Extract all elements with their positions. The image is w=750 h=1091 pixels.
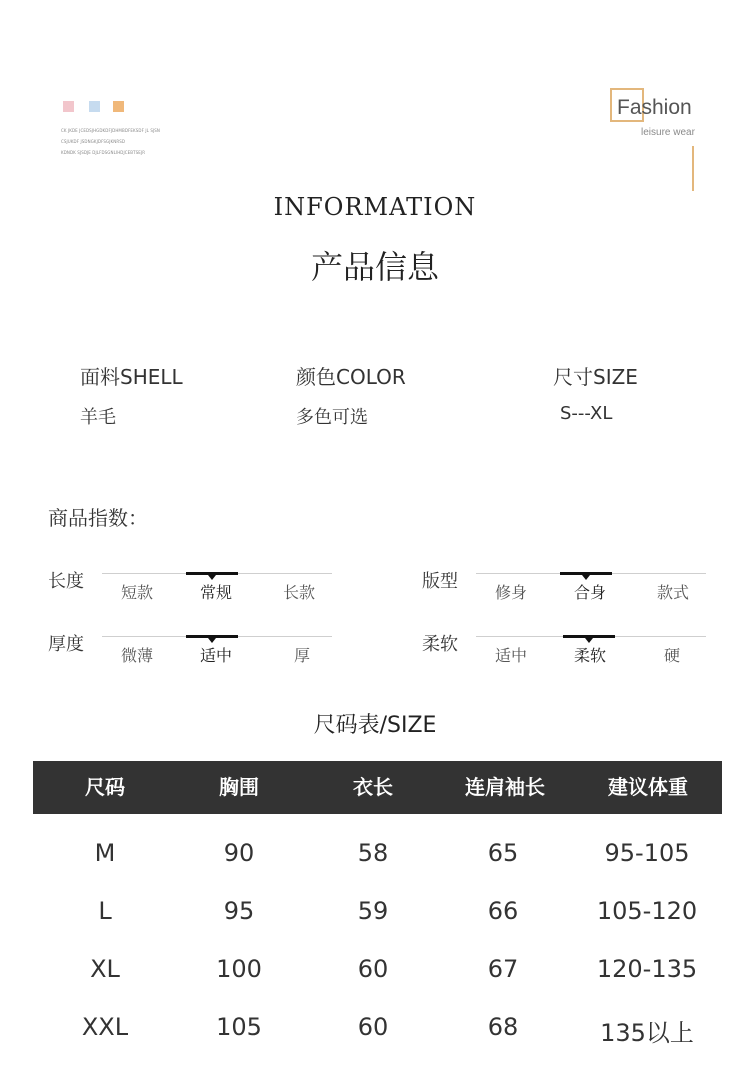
table-cell: M bbox=[94, 839, 116, 867]
table-cell: 95 bbox=[223, 897, 255, 925]
table-header-cell: 尺码 bbox=[85, 775, 125, 799]
scale-option-selected: 柔软 bbox=[573, 646, 607, 665]
table-header-cell: 建议体重 bbox=[608, 775, 688, 799]
scale-option: 款式 bbox=[656, 583, 690, 602]
info-title-cn: 产品信息 bbox=[310, 248, 439, 286]
table-cell: 58 bbox=[357, 839, 389, 867]
decor-text-line-1: CK JKDE JCEDSJHGDKDFJDHMBDFEKSDF JL SJSN bbox=[61, 128, 160, 133]
table-header-cell: 衣长 bbox=[353, 775, 393, 799]
decor-text-line-2: CSJUKDF JSDNGKJDFSGJKNRSD bbox=[61, 139, 126, 144]
table-cell: 66 bbox=[487, 897, 519, 925]
table-cell: 65 bbox=[487, 839, 519, 867]
scale-option: 修身 bbox=[494, 583, 528, 602]
size-table-title: 尺码表/SIZE bbox=[313, 713, 437, 738]
table-cell: 67 bbox=[487, 955, 519, 983]
orange-square bbox=[113, 101, 124, 112]
attr-label-size: 尺寸SIZE bbox=[553, 365, 638, 389]
table-cell: 105 bbox=[216, 1013, 262, 1041]
scale-option: 厚 bbox=[293, 646, 311, 665]
attr-value-color: 多色可选 bbox=[296, 407, 368, 428]
table-cell: XL bbox=[90, 955, 120, 983]
scale-option: 短款 bbox=[120, 583, 154, 602]
table-cell: 100 bbox=[216, 955, 262, 983]
pink-square bbox=[63, 101, 74, 112]
attr-label-color: 颜色COLOR bbox=[296, 365, 406, 389]
scale-option: 长款 bbox=[282, 583, 316, 602]
info-title: INFORMATION bbox=[273, 193, 477, 221]
scale-label-softness: 柔软 bbox=[422, 634, 458, 655]
table-header-cell: 胸围 bbox=[219, 775, 259, 799]
size-table-header bbox=[33, 761, 722, 814]
table-cell: 90 bbox=[223, 839, 255, 867]
table-cell: 60 bbox=[357, 1013, 389, 1041]
scale-option-selected: 适中 bbox=[199, 646, 233, 665]
scale-option-selected: 合身 bbox=[573, 583, 607, 602]
table-cell: 59 bbox=[357, 897, 389, 925]
decor-text-line-3: KDNDK SJSDJE DJLFDSGNLIHDJCEBTSEJR bbox=[61, 150, 146, 155]
index-title: 商品指数： bbox=[48, 506, 148, 530]
scale-option: 硬 bbox=[663, 646, 681, 665]
attr-label-shell: 面料SHELL bbox=[80, 365, 183, 389]
table-cell: L bbox=[98, 897, 112, 925]
table-cell: 120-135 bbox=[596, 955, 698, 983]
table-cell: 68 bbox=[487, 1013, 519, 1041]
brand-subtitle: leisure wear bbox=[641, 127, 695, 138]
table-cell: XXL bbox=[81, 1013, 129, 1041]
table-cell: 135以上 bbox=[600, 1019, 694, 1047]
scale-label-thickness: 厚度 bbox=[48, 634, 84, 655]
table-cell: 60 bbox=[357, 955, 389, 983]
table-cell: 95-105 bbox=[604, 839, 690, 867]
table-header-cell: 连肩袖长 bbox=[465, 775, 545, 799]
blue-square bbox=[89, 101, 100, 112]
scale-label-fit: 版型 bbox=[422, 571, 458, 592]
scale-label-length: 长度 bbox=[48, 571, 84, 592]
attr-value-shell: 羊毛 bbox=[80, 407, 116, 428]
scale-option-selected: 常规 bbox=[199, 583, 233, 602]
table-cell: 105-120 bbox=[596, 897, 698, 925]
attr-value-size: S---XL bbox=[560, 403, 613, 424]
brand-divider bbox=[692, 146, 694, 191]
scale-option: 微薄 bbox=[120, 646, 154, 665]
scale-option: 适中 bbox=[494, 646, 528, 665]
brand-title: Fashion bbox=[617, 96, 692, 119]
